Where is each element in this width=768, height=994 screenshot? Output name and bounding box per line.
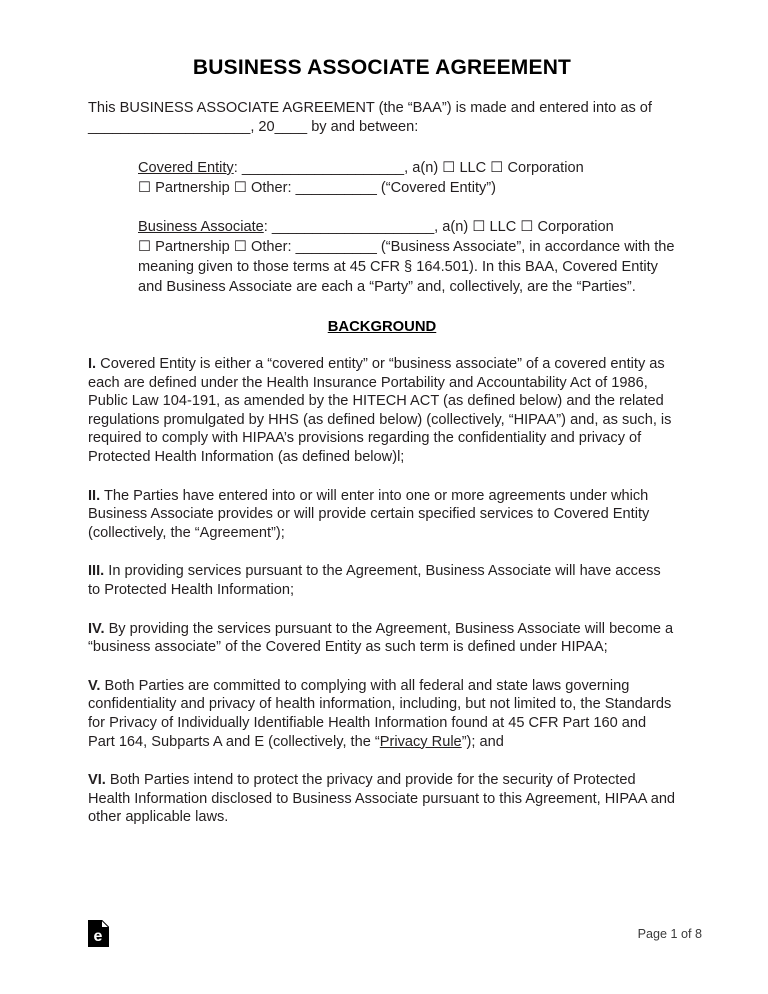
label-partnership-covered-entity: Partnership	[155, 180, 230, 196]
eforms-document-logo-icon	[88, 920, 109, 947]
recital-iii-numeral: III.	[88, 563, 105, 580]
recital-iii-text: In providing services pursuant to the Agreement, Business Associate will have access to Protected Health Information;	[88, 563, 661, 598]
checkbox-other-covered-entity[interactable]: ☐	[233, 180, 247, 196]
label-other-covered-entity: Other:	[251, 180, 292, 196]
recital-ii	[88, 467, 676, 543]
recital-iv-numeral: IV.	[88, 620, 105, 637]
covered-entity-name-blank: : ____________________, a(n)	[233, 160, 443, 176]
checkbox-partnership-business-associate[interactable]: ☐	[138, 239, 152, 255]
checkbox-corporation-covered-entity[interactable]: ☐	[490, 160, 504, 176]
label-llc-covered-entity: LLC	[459, 160, 487, 176]
checkbox-other-business-associate[interactable]: ☐	[233, 239, 247, 255]
recital-v-text-before: Both Parties are committed to complying with all federal and state laws governing confidentiality and privacy of health information, including, but not limited to, the Standards for Privacy of Individually Identifiable Health Information found at 45 CFR Part 160 and Part 164, Subparts A and E (collectively, the “	[88, 677, 672, 750]
checkbox-llc-business-associate[interactable]: ☐	[472, 219, 486, 235]
recital-ii-numeral: II.	[88, 487, 101, 504]
recital-i	[88, 335, 676, 467]
business-associate-name-blank: : ____________________, a(n)	[263, 219, 473, 235]
recital-iv-text: By providing the services pursuant to the Agreement, Business Associate will become a “business associate” of the Covered Entity as such term is defined under HIPAA;	[88, 620, 674, 656]
recital-vi	[88, 751, 676, 827]
business-associate-block	[88, 198, 676, 297]
page-footer	[88, 920, 702, 947]
recital-i-text: Covered Entity is either a “covered entity” or “business associate” of a covered entity as each are defined under the Health Insurance Portability and Accountability Act of 1986, Public Law 104-191, as amended by the HITECH ACT (as defined below) and the related regulations promulgated by HHS (as defined below) (collectively, “HIPAA”) and, as such, is required to comply with HIPAA’s provisions regarding the confidentiality and privacy of Protected Health Information (as defined below)l;	[88, 356, 672, 465]
label-corporation-business-associate: Corporation	[537, 219, 614, 235]
recital-iv	[88, 600, 676, 657]
recital-v	[88, 657, 676, 751]
business-associate-label: Business Associate	[138, 219, 264, 235]
other-blank-covered-entity: __________	[295, 180, 377, 196]
checkbox-partnership-covered-entity[interactable]: ☐	[138, 180, 152, 196]
recital-v-text-after: ”); and	[461, 733, 504, 750]
recital-ii-text: The Parties have entered into or will enter into one or more agreements under which Business Associate provides or will provide certain specified services to Covered Entity (collectively, the “Agreement”);	[88, 487, 650, 541]
label-llc-business-associate: LLC	[489, 219, 517, 235]
page-number-label: Page 1 of 8	[637, 926, 702, 941]
privacy-rule-term: Privacy Rule	[379, 733, 462, 750]
recital-v-numeral: V.	[88, 677, 101, 694]
checkbox-llc-covered-entity[interactable]: ☐	[442, 160, 456, 176]
other-blank-business-associate: __________	[295, 239, 377, 255]
background-heading: BACKGROUND	[327, 319, 437, 335]
intro-paragraph: This BUSINESS ASSOCIATE AGREEMENT (the “BAA”) is made and entered into as of ____________________, 20____ by and between:	[88, 100, 652, 135]
svg-text:e: e	[93, 928, 103, 945]
page-title: BUSINESS ASSOCIATE AGREEMENT	[192, 56, 572, 79]
business-associate-defined-term: (“Business Associate”, in accordance with the meaning given to those terms at 45 CFR § 164.501). In this BAA, Covered Entity and Business Associate are each a “Party” and, collectively, are the “Parties”.	[138, 239, 675, 295]
covered-entity-block	[88, 136, 676, 198]
recital-i-numeral: I.	[88, 356, 97, 372]
document-content	[88, 0, 676, 827]
recital-iii	[88, 542, 676, 599]
covered-entity-label: Covered Entity	[138, 160, 234, 176]
checkbox-corporation-business-associate[interactable]: ☐	[520, 219, 534, 235]
recital-vi-numeral: VI.	[88, 772, 106, 789]
label-other-business-associate: Other:	[251, 239, 292, 255]
label-corporation-covered-entity: Corporation	[507, 160, 584, 176]
recital-vi-text: Both Parties intend to protect the privacy and provide for the security of Protected Health Information disclosed to Business Associate pursuant to this Agreement, HIPAA and other applicable laws.	[88, 772, 676, 826]
covered-entity-defined-term: (“Covered Entity”)	[380, 180, 497, 196]
label-partnership-business-associate: Partnership	[155, 239, 230, 255]
